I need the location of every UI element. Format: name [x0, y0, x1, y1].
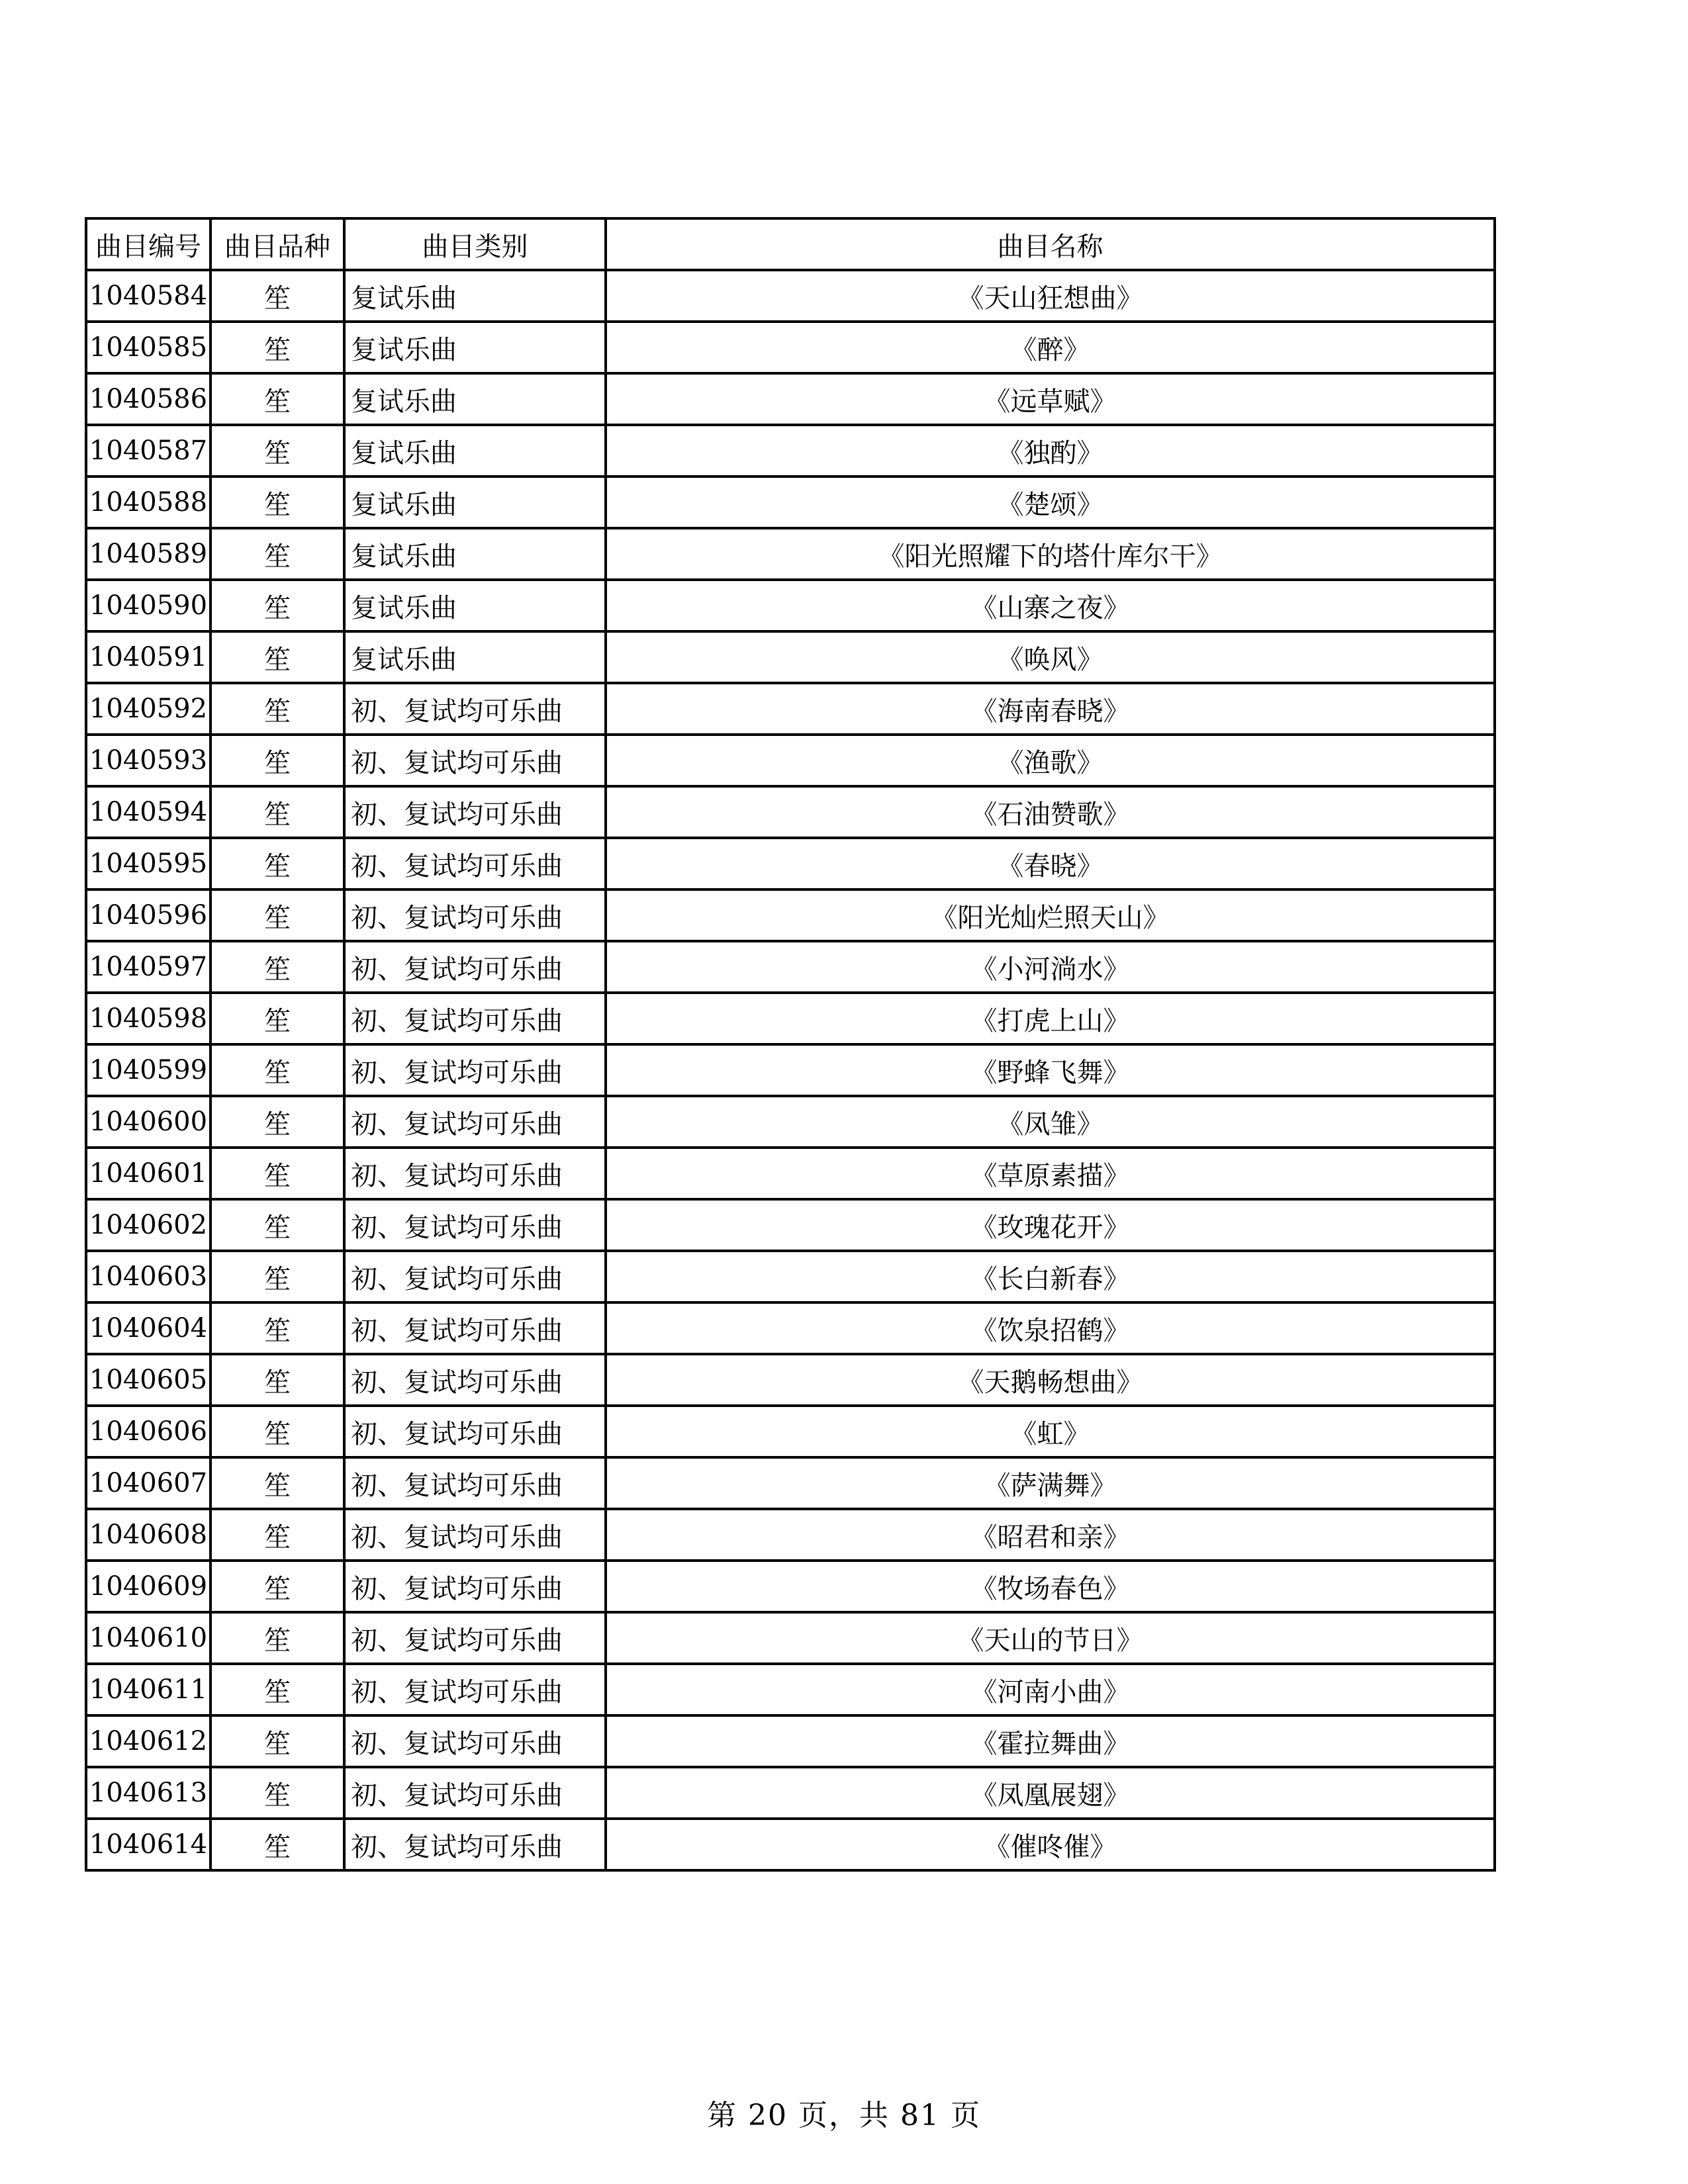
cell-kind: 笙: [211, 1509, 344, 1561]
cell-kind: 笙: [211, 941, 344, 993]
table-body: [86, 270, 1495, 1870]
cell-kind: 笙: [211, 1148, 344, 1199]
table-row: [86, 1406, 1495, 1457]
cell-kind: 笙: [211, 1354, 344, 1406]
table-row: [86, 580, 1495, 631]
cell-name: 《远草赋》: [606, 373, 1495, 425]
table-row: [86, 735, 1495, 786]
cell-kind: 笙: [211, 1457, 344, 1509]
cell-id: 1040608: [86, 1509, 211, 1561]
table-row: [86, 683, 1495, 735]
cell-category: 初、复试均可乐曲: [344, 1148, 606, 1199]
cell-category: 初、复试均可乐曲: [344, 1251, 606, 1302]
cell-id: 1040614: [86, 1819, 211, 1870]
cell-id: 1040588: [86, 477, 211, 528]
cell-name: 《野蜂飞舞》: [606, 1044, 1495, 1096]
table-row: [86, 1715, 1495, 1767]
cell-name: 《霍拉舞曲》: [606, 1715, 1495, 1767]
table-row: [86, 1664, 1495, 1715]
cell-category: 复试乐曲: [344, 322, 606, 373]
cell-kind: 笙: [211, 477, 344, 528]
table-row: [86, 1044, 1495, 1096]
cell-name: 《饮泉招鹤》: [606, 1302, 1495, 1354]
cell-kind: 笙: [211, 373, 344, 425]
header-category: 曲目类别: [344, 218, 606, 270]
table-row: [86, 528, 1495, 580]
cell-name: 《长白新春》: [606, 1251, 1495, 1302]
header-kind: 曲目品种: [211, 218, 344, 270]
cell-kind: 笙: [211, 528, 344, 580]
table-row: [86, 1819, 1495, 1870]
cell-id: 1040599: [86, 1044, 211, 1096]
cell-id: 1040587: [86, 425, 211, 477]
cell-name: 《阳光照耀下的塔什库尔干》: [606, 528, 1495, 580]
cell-category: 初、复试均可乐曲: [344, 1819, 606, 1870]
table-row: [86, 1302, 1495, 1354]
cell-id: 1040600: [86, 1096, 211, 1148]
table-row: [86, 1561, 1495, 1612]
table-row: [86, 373, 1495, 425]
table-row: [86, 1096, 1495, 1148]
cell-kind: 笙: [211, 580, 344, 631]
cell-id: 1040607: [86, 1457, 211, 1509]
cell-name: 《打虎上山》: [606, 993, 1495, 1044]
table-row: [86, 1251, 1495, 1302]
cell-name: 《春晓》: [606, 838, 1495, 889]
header-name: 曲目名称: [606, 218, 1495, 270]
cell-id: 1040612: [86, 1715, 211, 1767]
cell-name: 《阳光灿烂照天山》: [606, 889, 1495, 941]
cell-id: 1040586: [86, 373, 211, 425]
cell-kind: 笙: [211, 786, 344, 838]
cell-kind: 笙: [211, 993, 344, 1044]
cell-name: 《凤凰展翅》: [606, 1767, 1495, 1819]
cell-id: 1040611: [86, 1664, 211, 1715]
cell-name: 《虹》: [606, 1406, 1495, 1457]
cell-name: 《楚颂》: [606, 477, 1495, 528]
cell-category: 初、复试均可乐曲: [344, 1664, 606, 1715]
cell-category: 初、复试均可乐曲: [344, 1561, 606, 1612]
cell-category: 初、复试均可乐曲: [344, 1354, 606, 1406]
cell-kind: 笙: [211, 889, 344, 941]
cell-name: 《牧场春色》: [606, 1561, 1495, 1612]
cell-name: 《山寨之夜》: [606, 580, 1495, 631]
cell-id: 1040596: [86, 889, 211, 941]
cell-kind: 笙: [211, 1819, 344, 1870]
cell-id: 1040602: [86, 1199, 211, 1251]
cell-name: 《小河淌水》: [606, 941, 1495, 993]
cell-name: 《凤雏》: [606, 1096, 1495, 1148]
cell-category: 复试乐曲: [344, 477, 606, 528]
cell-kind: 笙: [211, 1406, 344, 1457]
cell-category: 初、复试均可乐曲: [344, 1457, 606, 1509]
table-row: [86, 838, 1495, 889]
page-number: 第 20 页，共 81 页: [707, 2099, 981, 2132]
table-row: [86, 889, 1495, 941]
cell-category: 初、复试均可乐曲: [344, 1406, 606, 1457]
table-row: [86, 993, 1495, 1044]
cell-kind: 笙: [211, 322, 344, 373]
cell-category: 初、复试均可乐曲: [344, 1044, 606, 1096]
cell-category: 初、复试均可乐曲: [344, 941, 606, 993]
cell-category: 初、复试均可乐曲: [344, 786, 606, 838]
cell-id: 1040610: [86, 1612, 211, 1664]
cell-name: 《昭君和亲》: [606, 1509, 1495, 1561]
cell-category: 初、复试均可乐曲: [344, 1096, 606, 1148]
header-id: 曲目编号: [86, 218, 211, 270]
cell-kind: 笙: [211, 1199, 344, 1251]
table-row: [86, 1199, 1495, 1251]
cell-kind: 笙: [211, 1251, 344, 1302]
table-row: [86, 270, 1495, 322]
cell-name: 《玫瑰花开》: [606, 1199, 1495, 1251]
cell-category: 初、复试均可乐曲: [344, 735, 606, 786]
cell-name: 《石油赞歌》: [606, 786, 1495, 838]
cell-id: 1040593: [86, 735, 211, 786]
cell-name: 《独酌》: [606, 425, 1495, 477]
cell-category: 初、复试均可乐曲: [344, 683, 606, 735]
cell-name: 《天山狂想曲》: [606, 270, 1495, 322]
cell-kind: 笙: [211, 631, 344, 683]
cell-kind: 笙: [211, 1767, 344, 1819]
table-row: [86, 425, 1495, 477]
table-row: [86, 322, 1495, 373]
cell-id: 1040606: [86, 1406, 211, 1457]
cell-name: 《天山的节日》: [606, 1612, 1495, 1664]
cell-kind: 笙: [211, 838, 344, 889]
cell-name: 《醉》: [606, 322, 1495, 373]
cell-name: 《催咚催》: [606, 1819, 1495, 1870]
cell-category: 复试乐曲: [344, 373, 606, 425]
cell-category: 初、复试均可乐曲: [344, 1767, 606, 1819]
cell-id: 1040613: [86, 1767, 211, 1819]
cell-id: 1040594: [86, 786, 211, 838]
cell-category: 初、复试均可乐曲: [344, 1715, 606, 1767]
cell-id: 1040597: [86, 941, 211, 993]
cell-kind: 笙: [211, 1044, 344, 1096]
table-header-row: [86, 218, 1495, 270]
table-row: [86, 1354, 1495, 1406]
cell-kind: 笙: [211, 1664, 344, 1715]
cell-category: 复试乐曲: [344, 528, 606, 580]
music-list-table: [85, 217, 1496, 1872]
cell-category: 复试乐曲: [344, 631, 606, 683]
cell-kind: 笙: [211, 1612, 344, 1664]
table-row: [86, 786, 1495, 838]
cell-category: 初、复试均可乐曲: [344, 838, 606, 889]
cell-category: 初、复试均可乐曲: [344, 993, 606, 1044]
cell-id: 1040598: [86, 993, 211, 1044]
cell-kind: 笙: [211, 1302, 344, 1354]
table-row: [86, 1767, 1495, 1819]
cell-category: 复试乐曲: [344, 580, 606, 631]
cell-category: 复试乐曲: [344, 270, 606, 322]
cell-kind: 笙: [211, 735, 344, 786]
cell-category: 初、复试均可乐曲: [344, 1302, 606, 1354]
cell-name: 《河南小曲》: [606, 1664, 1495, 1715]
cell-category: 初、复试均可乐曲: [344, 889, 606, 941]
cell-id: 1040605: [86, 1354, 211, 1406]
cell-category: 初、复试均可乐曲: [344, 1199, 606, 1251]
cell-kind: 笙: [211, 1096, 344, 1148]
cell-kind: 笙: [211, 425, 344, 477]
table-row: [86, 941, 1495, 993]
cell-id: 1040591: [86, 631, 211, 683]
cell-name: 《天鹅畅想曲》: [606, 1354, 1495, 1406]
cell-id: 1040609: [86, 1561, 211, 1612]
cell-name: 《渔歌》: [606, 735, 1495, 786]
table-row: [86, 631, 1495, 683]
cell-name: 《唤风》: [606, 631, 1495, 683]
table-row: [86, 1509, 1495, 1561]
cell-id: 1040601: [86, 1148, 211, 1199]
cell-id: 1040585: [86, 322, 211, 373]
cell-id: 1040584: [86, 270, 211, 322]
cell-name: 《萨满舞》: [606, 1457, 1495, 1509]
cell-kind: 笙: [211, 1561, 344, 1612]
cell-category: 初、复试均可乐曲: [344, 1612, 606, 1664]
cell-id: 1040603: [86, 1251, 211, 1302]
cell-id: 1040595: [86, 838, 211, 889]
cell-name: 《草原素描》: [606, 1148, 1495, 1199]
cell-kind: 笙: [211, 1715, 344, 1767]
cell-name: 《海南春晓》: [606, 683, 1495, 735]
cell-kind: 笙: [211, 270, 344, 322]
cell-id: 1040592: [86, 683, 211, 735]
table-row: [86, 1612, 1495, 1664]
cell-category: 初、复试均可乐曲: [344, 1509, 606, 1561]
table-row: [86, 1457, 1495, 1509]
table-row: [86, 1148, 1495, 1199]
cell-id: 1040604: [86, 1302, 211, 1354]
cell-id: 1040589: [86, 528, 211, 580]
cell-category: 复试乐曲: [344, 425, 606, 477]
table-row: [86, 477, 1495, 528]
cell-kind: 笙: [211, 683, 344, 735]
cell-id: 1040590: [86, 580, 211, 631]
